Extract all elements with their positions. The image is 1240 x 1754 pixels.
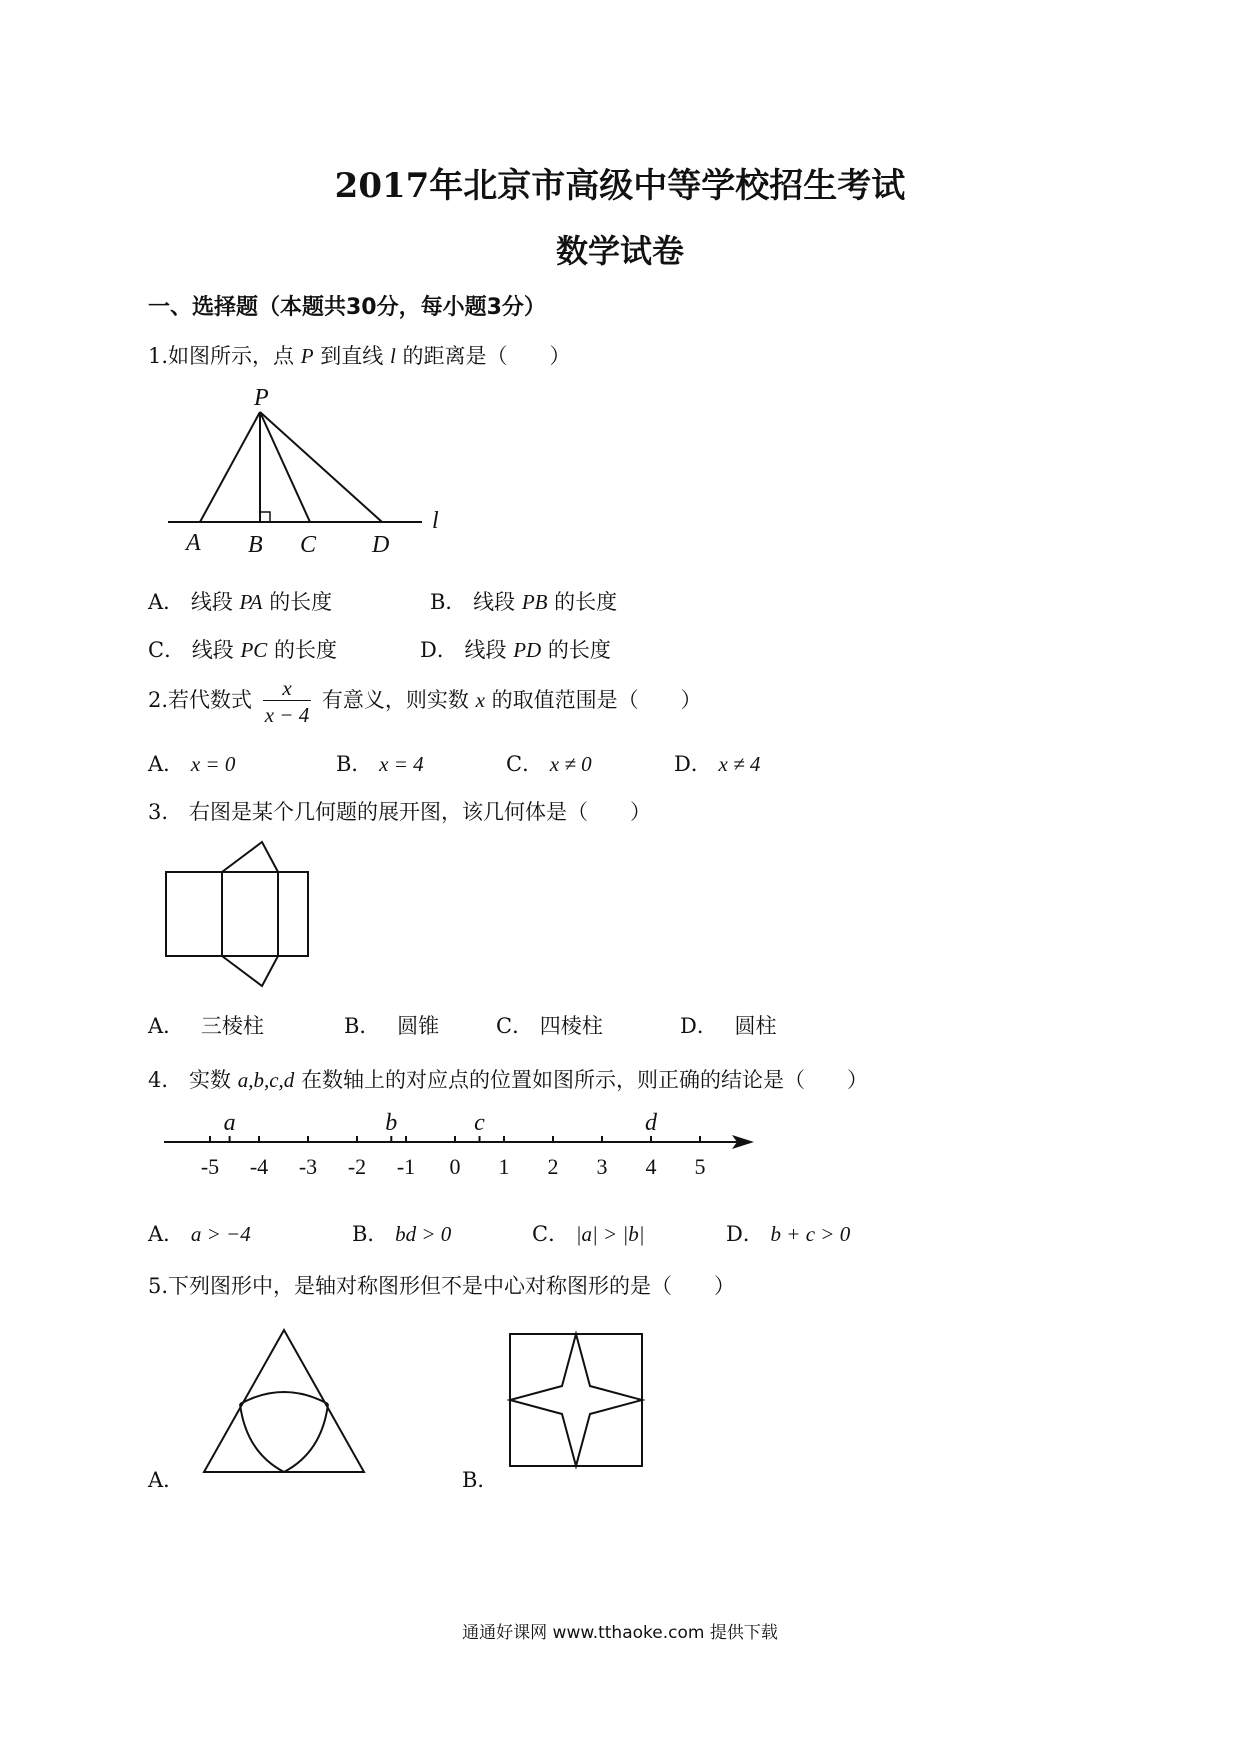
q2-var-x: x xyxy=(475,688,485,712)
label-c: C xyxy=(300,532,317,558)
q4-option-b-expr: bd > 0 xyxy=(395,1222,452,1246)
q3-option-b-text: 圆锥 xyxy=(397,1014,440,1038)
page-footer: 通通好课网 www.tthaoke.com 提供下载 xyxy=(462,1623,778,1643)
question-5-stem: 5.下列图形中，是轴对称图形但不是中心对称图形的是（ ） xyxy=(148,1274,736,1298)
number-line-tick-label: 3 xyxy=(596,1154,608,1179)
q1-option-d-text: 线段 xyxy=(464,638,507,662)
q4-option-c-expr: |a| > |b| xyxy=(575,1222,645,1246)
q4-option-a xyxy=(148,1218,251,1248)
label-b: B xyxy=(248,532,263,558)
q1-var-p: P xyxy=(300,344,314,368)
q1-pre: 1.如图所示，点 xyxy=(148,344,295,368)
q4-option-b-letter: B． xyxy=(352,1222,389,1246)
number-line-tick-label: -2 xyxy=(347,1154,367,1179)
label-l: l xyxy=(432,508,439,534)
square-outline xyxy=(510,1334,642,1466)
q5-option-b-figure xyxy=(506,1330,646,1470)
q2-pre: 2.若代数式 xyxy=(148,688,253,712)
q1-option-b-tail: 的长度 xyxy=(554,590,618,614)
triangle-outline xyxy=(204,1330,364,1472)
question-2-stem xyxy=(148,676,702,727)
q1-option-a-var: PA xyxy=(239,590,263,614)
net-triangle-bottom xyxy=(222,956,278,986)
label-p: P xyxy=(254,385,269,411)
q3-option-d-letter: D． xyxy=(680,1014,718,1038)
q2-option-a xyxy=(148,748,235,778)
net-face-right xyxy=(278,872,308,956)
number-line-tick-label: 1 xyxy=(498,1154,510,1179)
reuleaux-arc-right xyxy=(284,1404,328,1472)
number-line-point-label-d: d xyxy=(645,1110,657,1136)
q2-option-a-letter: A． xyxy=(148,752,185,776)
q1-option-c xyxy=(148,634,337,664)
question-3-stem: 3. 右图是某个几何题的展开图，该几何体是（ ） xyxy=(148,800,652,824)
q1-option-b-var: PB xyxy=(521,590,548,614)
q3-option-b-letter: B． xyxy=(344,1014,381,1038)
q2-option-c-letter: C． xyxy=(506,752,544,776)
q1-option-b-text: 线段 xyxy=(473,590,516,614)
q4-post: 在数轴上的对应点的位置如图所示，则正确的结论是（ ） xyxy=(301,1068,868,1092)
q2-option-d-expr: x ≠ 4 xyxy=(718,752,761,776)
q4-pre: 4. 实数 xyxy=(148,1068,232,1092)
q1-option-a-text: 线段 xyxy=(190,590,233,614)
net-face-left xyxy=(166,872,222,956)
q3-option-a-letter: A． xyxy=(148,1014,185,1038)
q2-option-d-letter: D． xyxy=(674,752,712,776)
q1-option-d-tail: 的长度 xyxy=(547,638,611,662)
q1-option-c-var: PC xyxy=(240,638,268,662)
q1-option-c-letter: C． xyxy=(148,638,186,662)
q1-mid: 到直线 xyxy=(320,344,384,368)
page-subtitle: 数学试卷 xyxy=(555,232,684,270)
segment-pa xyxy=(200,412,260,522)
number-line-point-label-a: a xyxy=(223,1110,236,1136)
q1-option-d-letter: D． xyxy=(420,638,458,662)
q2-option-c xyxy=(506,748,592,778)
label-a: A xyxy=(186,530,201,556)
q4-number-line xyxy=(160,1108,760,1188)
section-heading: 一、选择题（本题共30分，每小题3分） xyxy=(148,295,546,320)
q2-option-c-expr: x ≠ 0 xyxy=(549,752,592,776)
q1-option-c-tail: 的长度 xyxy=(273,638,337,662)
right-angle-mark xyxy=(260,512,270,522)
q3-option-d xyxy=(680,1010,777,1040)
q1-var-l: l xyxy=(389,344,396,368)
q3-option-b xyxy=(344,1010,439,1040)
four-point-star xyxy=(510,1334,642,1466)
q3-option-c-text: 四棱柱 xyxy=(539,1014,603,1038)
q2-option-d xyxy=(674,748,760,778)
net-triangle-top xyxy=(222,842,278,872)
number-line-point-label-b: b xyxy=(385,1110,398,1136)
net-face-middle xyxy=(222,872,278,956)
q4-option-d xyxy=(726,1218,850,1248)
reuleaux-arc-top xyxy=(240,1392,328,1404)
q3-net-figure xyxy=(160,836,320,994)
q1-post: 的距离是（ ） xyxy=(402,344,571,368)
number-line-tick-label: -4 xyxy=(249,1154,269,1179)
q5-option-a-letter: A． xyxy=(148,1468,185,1492)
number-line-tick-label: 5 xyxy=(694,1154,706,1179)
q1-option-c-text: 线段 xyxy=(191,638,234,662)
number-line-tick-label: 0 xyxy=(449,1154,461,1179)
question-1-stem xyxy=(148,340,570,370)
q1-option-b xyxy=(430,586,617,616)
segment-pd xyxy=(260,412,382,522)
q3-option-c xyxy=(496,1010,603,1040)
q4-vars: a,b,c,d xyxy=(237,1068,295,1092)
q3-option-c-letter: C． xyxy=(496,1014,534,1038)
q4-option-a-letter: A． xyxy=(148,1222,185,1246)
q4-option-a-expr: a > −4 xyxy=(190,1222,251,1246)
q4-option-c-letter: C． xyxy=(532,1222,570,1246)
q5-option-a-figure xyxy=(196,1324,372,1486)
q1-option-a-letter: A． xyxy=(148,590,185,614)
q3-option-d-text: 圆柱 xyxy=(734,1014,777,1038)
q2-fraction-numerator: x xyxy=(282,676,292,700)
q4-option-d-expr: b + c > 0 xyxy=(770,1222,851,1246)
q1-figure xyxy=(160,380,460,560)
page-title: 2017年北京市高级中等学校招生考试 xyxy=(334,166,906,206)
number-line-tick-label: -3 xyxy=(298,1154,318,1179)
q4-option-d-letter: D． xyxy=(726,1222,764,1246)
label-d: D xyxy=(372,532,390,558)
q1-option-d xyxy=(420,634,611,664)
q3-option-a xyxy=(148,1010,264,1040)
segment-pc xyxy=(260,412,310,522)
number-line-tick-label: -5 xyxy=(200,1154,220,1179)
reuleaux-arc-left xyxy=(240,1404,284,1472)
q1-option-b-letter: B． xyxy=(430,590,467,614)
q1-option-d-var: PD xyxy=(513,638,542,662)
q2-option-b-letter: B． xyxy=(336,752,373,776)
q4-option-c xyxy=(532,1218,645,1248)
q2-option-a-expr: x = 0 xyxy=(190,752,236,776)
question-4-stem xyxy=(148,1064,868,1094)
q2-mid: 有意义，则实数 xyxy=(321,688,469,712)
q5-option-b-letter: B． xyxy=(462,1468,499,1492)
q2-option-b-expr: x = 4 xyxy=(379,752,424,776)
number-line-tick-label: 2 xyxy=(547,1154,559,1179)
q4-option-b xyxy=(352,1218,451,1248)
q2-post: 的取值范围是（ ） xyxy=(491,688,702,712)
q1-option-a xyxy=(148,586,332,616)
number-line-tick-label: -1 xyxy=(396,1154,416,1179)
q2-fraction-denominator: x − 4 xyxy=(263,700,312,727)
q2-fraction xyxy=(263,676,312,727)
number-line-tick-label: 4 xyxy=(645,1154,657,1179)
q1-option-a-tail: 的长度 xyxy=(269,590,333,614)
q2-option-b xyxy=(336,748,424,778)
q3-option-a-text: 三棱柱 xyxy=(200,1014,264,1038)
number-line-point-label-c: c xyxy=(474,1110,485,1136)
